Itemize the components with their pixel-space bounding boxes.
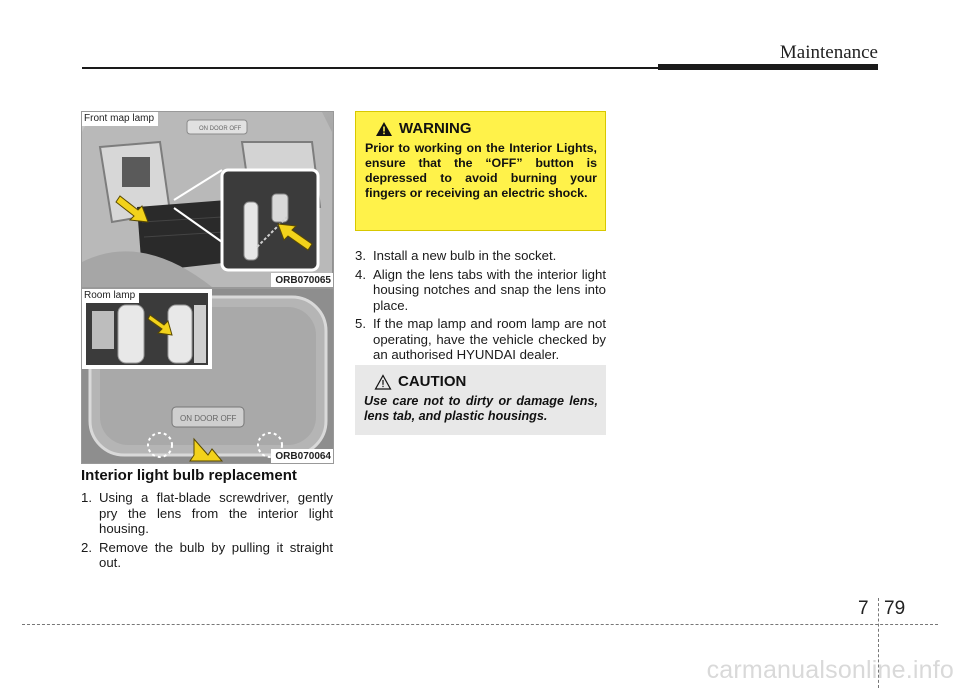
step-item: 4. Align the lens tabs with the interior light housing notches and snap the lens into place.	[355, 266, 606, 313]
chapter-number: 7	[858, 598, 869, 619]
steps-list-right	[355, 248, 606, 366]
figure-code: ORB070065	[271, 273, 333, 287]
step-item: 2. Remove the bulb by pulling it straight out.	[81, 539, 333, 570]
section-title: Interior light bulb replacement	[81, 467, 297, 484]
warning-triangle-icon	[375, 121, 393, 137]
svg-text:ON DOOR OFF: ON DOOR OFF	[199, 126, 242, 132]
caution-box	[355, 365, 606, 435]
watermark: carmanualsonline.info	[706, 656, 954, 684]
caution-text: Use care not to dirty or damage lens, lens tab, and plastic housings.	[364, 394, 598, 423]
front-map-lamp-photo	[81, 111, 334, 288]
section-header-title: Maintenance	[779, 42, 878, 63]
figure-code: ORB070064	[271, 449, 333, 463]
room-lamp-photo	[81, 288, 334, 464]
caution-triangle-icon	[374, 374, 392, 390]
figure-caption: Room lamp	[82, 289, 139, 303]
front-map-lamp-illustration	[82, 112, 333, 287]
step-item: 3. Install a new bulb in the socket.	[355, 248, 557, 263]
footer-dashed-rule	[22, 624, 938, 625]
room-lamp-switch-label: ON DOOR OFF	[180, 414, 237, 423]
page-number: 79	[884, 598, 906, 619]
header-bar	[658, 64, 878, 70]
steps-list-left	[81, 490, 333, 574]
warning-title: WARNING	[399, 120, 472, 137]
step-item: 5. If the map lamp and room lamp are not operating, have the vehicle checked by an authorised HYUNDAI dealer.	[355, 316, 606, 362]
warning-text: Prior to working on the Interior Lights, ensure that the “OFF” button is depressed to avoid burning your fingers or receiving an electric shock.	[365, 141, 597, 200]
step-item: 1. Using a flat-blade screwdriver, gently pry the lens from the interior light housing.	[81, 490, 333, 536]
caution-title: CAUTION	[398, 373, 467, 390]
warning-box	[355, 111, 606, 231]
figure-caption: Front map lamp	[82, 112, 158, 126]
room-lamp-illustration	[82, 289, 333, 463]
